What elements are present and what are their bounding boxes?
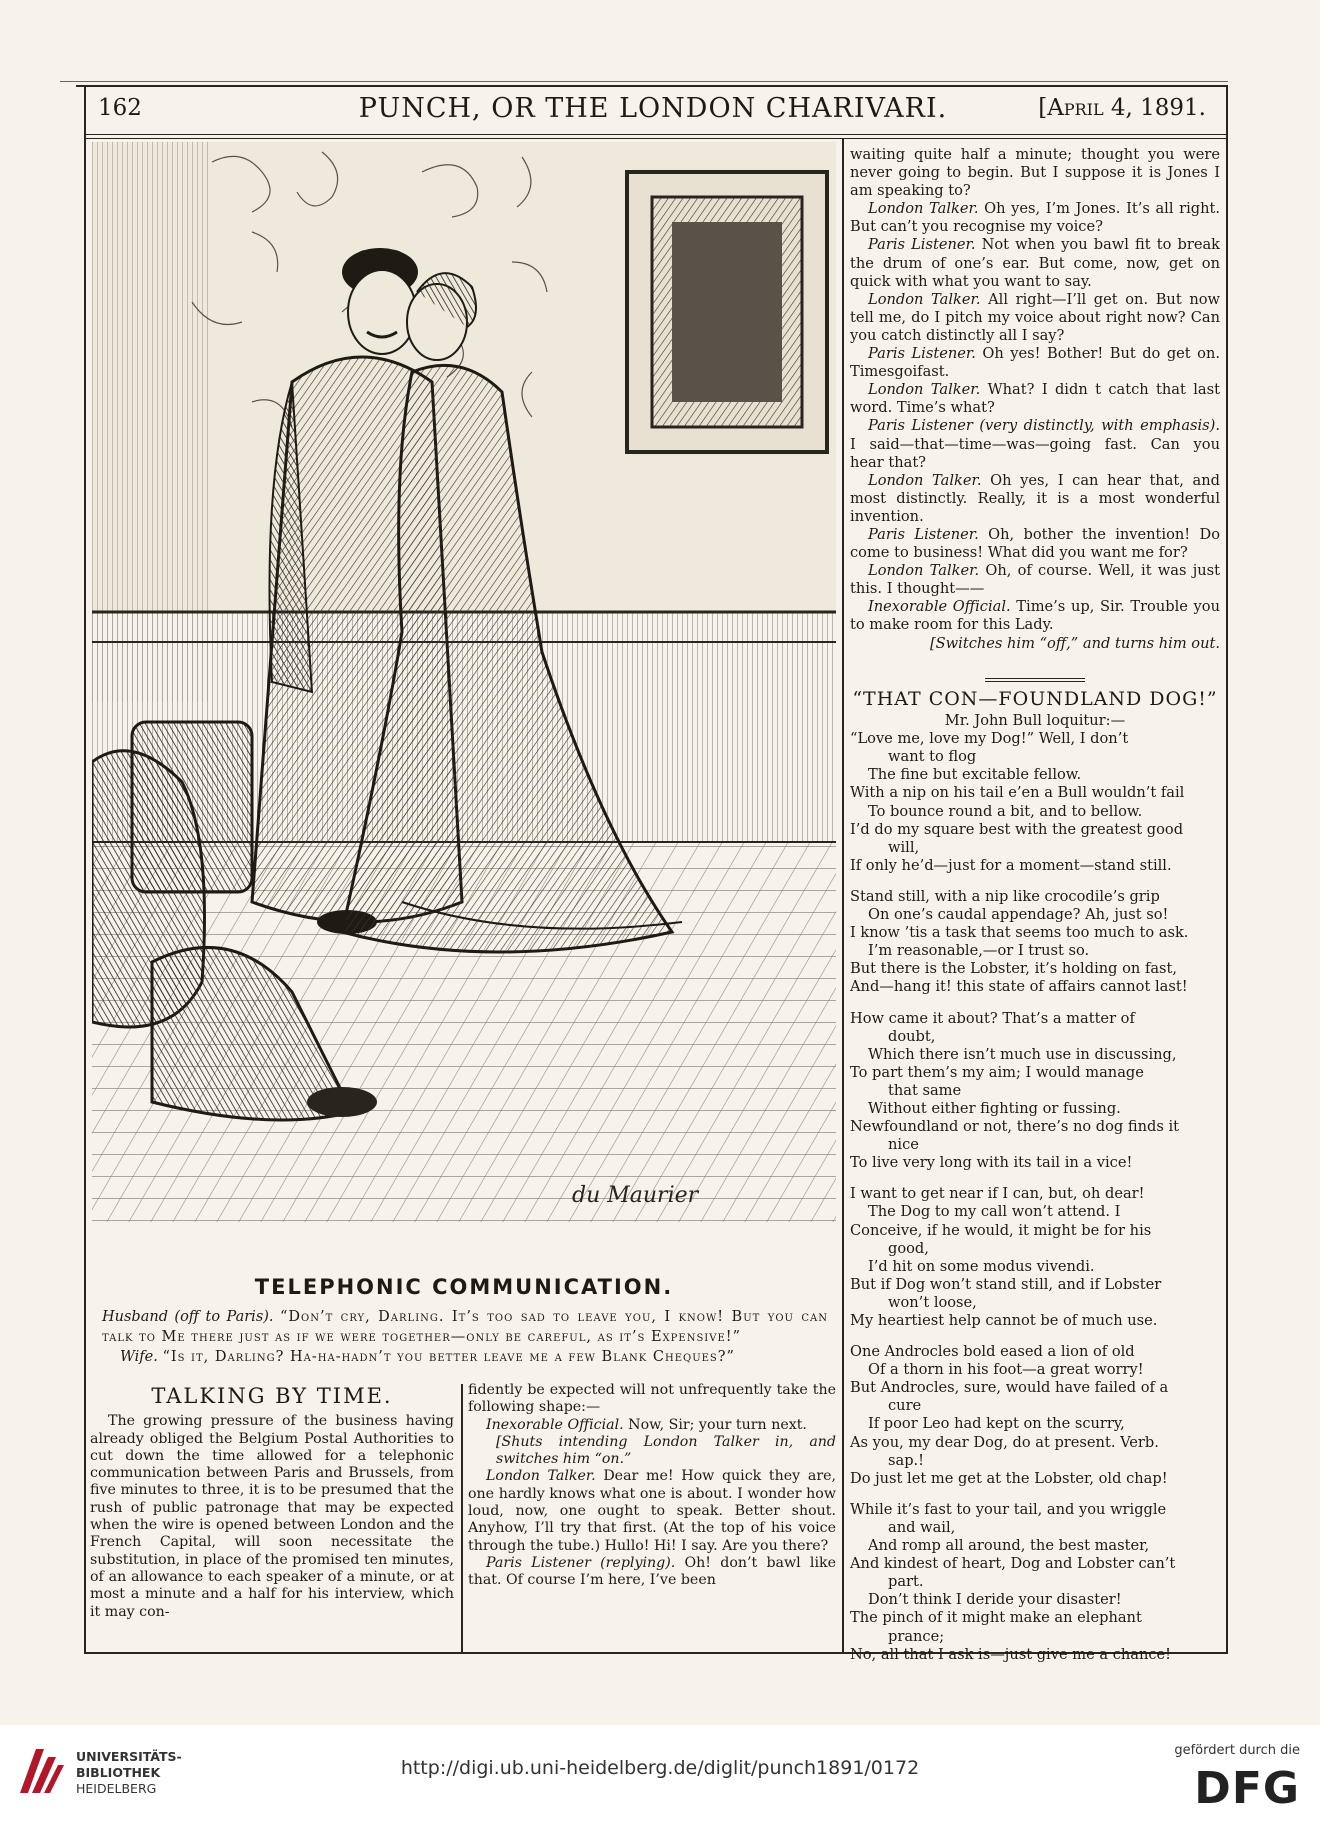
library-line-3: HEIDELBERG — [76, 1781, 157, 1796]
poem-line: I’d do my square best with the greatest good — [850, 820, 1184, 838]
issue-date: [April 4, 1891. — [1038, 95, 1206, 121]
middle-p2: Now, Sir; your turn next. — [628, 1416, 807, 1433]
poem-speaker: Mr. John Bull loquitur:— — [944, 712, 1126, 730]
right-p2-speaker: London Talker. — [868, 200, 979, 218]
poem-line: I’d hit on some modus vivendi. — [868, 1257, 1095, 1275]
poem-line: The fine but excitable fellow. — [868, 766, 1082, 784]
right-p8-speaker: London Talker. — [868, 471, 982, 489]
poem-line: And romp all around, the best master, — [868, 1537, 1150, 1555]
stanza-gap — [850, 1330, 1220, 1343]
stanza-gap — [850, 875, 1220, 888]
right-p2: Oh yes, I’m Jones. It’s all right. But can’t you recognise my voice? — [850, 200, 1221, 236]
poem-line: want to flog — [888, 748, 977, 766]
digitization-footer — [0, 1725, 1320, 1823]
poem-line: Newfoundland or not, there’s no dog finds it — [850, 1118, 1180, 1136]
poem-line: and wail, — [888, 1518, 956, 1536]
right-p7-speaker: Paris Listener (very distinctly, with emphasis). — [868, 417, 1220, 435]
header-rule — [84, 134, 1228, 139]
right-border — [1226, 86, 1228, 1654]
poem-line: Stand still, with a nip like crocodile’s grip — [850, 887, 1160, 905]
middle-p5-speaker: Paris Listener (replying). — [486, 1554, 676, 1571]
page-number: 162 — [98, 95, 142, 121]
poem-line: I’m reasonable,—or I trust so. — [868, 942, 1090, 960]
poem-line: that same — [888, 1081, 962, 1099]
right-p3-speaker: Paris Listener. — [868, 236, 976, 254]
talking-paragraph: The growing pressure of the business having already obliged the Belgium Postal Authorities to cut down the time allowed for a telephonic communication between Paris and Brussels, from five minutes to three, it is to be presumed that the rush of public patronage that may be expected when the wire is opened between London and the French Capital, will soon necessitate the substitution, in place of the promised ten minutes, of an allowance to each speaker of a minute, or at most a minute and a half for his interview, which it may con- — [90, 1413, 454, 1620]
right-p3: Not when you bawl fit to break the drum of one’s ear. But come, now, get on quick with what you want to say. — [850, 236, 1220, 290]
page-edge-rule — [60, 81, 1228, 82]
poem-line: To part them’s my aim; I would manage — [850, 1063, 1144, 1081]
stanza-gap — [850, 1172, 1220, 1185]
poem-line: But Androcles, sure, would have failed of a — [850, 1379, 1169, 1397]
poem-line: One Androcles bold eased a lion of old — [850, 1343, 1135, 1361]
poem-line: doubt, — [888, 1027, 936, 1045]
middle-p5: Oh! don’t bawl like that. Of course I’m here, I’ve been — [468, 1554, 836, 1589]
dfg-logo: DFG — [1194, 1763, 1300, 1814]
poem-line: On one’s caudal appendage? Ah, just so! — [868, 906, 1169, 924]
library-line-1: UNIVERSITÄTS- — [76, 1749, 182, 1764]
right-p5-speaker: Paris Listener. — [868, 345, 976, 363]
stanza-gap — [850, 1488, 1220, 1501]
right-p11: Time’s up, Sir. Trouble you to make room for this Lady. — [850, 598, 1220, 634]
talking-continued — [468, 1382, 836, 1590]
right-p10-speaker: London Talker. — [868, 562, 980, 580]
dialogue-column — [850, 146, 1220, 653]
poem-line: And kindest of heart, Dog and Lobster can’t — [850, 1555, 1176, 1573]
poem-line: Do just let me get at the Lobster, old chap! — [850, 1469, 1168, 1487]
poem-line: But if Dog won’t stand still, and if Lobster — [850, 1275, 1162, 1293]
poem-line: good, — [888, 1239, 929, 1257]
poem-line: “Love me, love my Dog!” Well, I don’t — [850, 730, 1129, 748]
talking-by-time-article — [90, 1384, 454, 1621]
lower-column-rule — [461, 1384, 463, 1654]
right-p5: Oh yes! Bother! But do get on. Timesgoifast. — [850, 345, 1220, 381]
right-p11-speaker: Inexorable Official. — [868, 598, 1011, 616]
poem-line: How came it about? That’s a matter of — [850, 1009, 1135, 1027]
journal-title: PUNCH, OR THE LONDON CHARIVARI. — [358, 93, 948, 124]
caption-wife-label: Wife. — [120, 1349, 158, 1365]
top-rule — [76, 85, 1228, 87]
right-p6-speaker: London Talker. — [868, 381, 981, 399]
permalink[interactable]: http://digi.ub.uni-heidelberg.de/diglit/punch1891/0172 — [400, 1757, 920, 1779]
right-p4-speaker: London Talker. — [868, 290, 981, 308]
poem-line: The Dog to my call won’t attend. I — [868, 1203, 1121, 1221]
middle-stage-direction: [Shuts intending London Talker in, and switches him “on.” — [496, 1433, 836, 1468]
poem-line: Don’t think I deride your disaster! — [868, 1591, 1122, 1609]
poem-line: The pinch of it might make an elephant — [850, 1609, 1142, 1627]
poem-line: And—hang it! this state of affairs cannot last! — [850, 978, 1188, 996]
picture-frame — [627, 172, 827, 452]
artist-signature: du Maurier — [572, 1183, 699, 1208]
right-p9-speaker: Paris Listener. — [868, 525, 979, 543]
poem-line: But there is the Lobster, it’s holding on fast, — [850, 960, 1178, 978]
poem-line: prance; — [888, 1627, 945, 1645]
poem-line: part. — [888, 1573, 924, 1591]
right-p4: All right—I’ll get on. But now tell me, do I pitch my voice about right now? Can you catch distinctly all I say? — [850, 290, 1220, 344]
poem-line: won’t loose, — [888, 1293, 977, 1311]
right-stage-direction: [Switches him “off,” and turns him out. — [929, 634, 1220, 652]
middle-p1: fidently be expected will not unfrequently take the following shape:— — [468, 1382, 836, 1416]
poem-stanzas — [850, 730, 1220, 1664]
funding-note: gefördert durch die — [1174, 1743, 1300, 1758]
poem-line: I want to get near if I can, but, oh dear! — [850, 1185, 1145, 1203]
caption-husband-text: “Don’t cry, Darling. It’s too sad to leave you, I know! But you can talk to Me there just as if we were together—only be careful, as it’s Expensive!” — [102, 1309, 829, 1345]
poem-line: If poor Leo had kept on the scurry, — [868, 1415, 1125, 1433]
cartoon-title: TELEPHONIC COMMUNICATION. — [254, 1275, 674, 1299]
poem-line: To live very long with its tail in a vice! — [850, 1154, 1133, 1172]
poem-title: “THAT CON—FOUNDLAND DOG!” — [852, 688, 1218, 710]
poem-line: Which there isn’t much use in discussing, — [868, 1045, 1177, 1063]
right-p6: What? I didn t catch that last word. Time’s what? — [850, 381, 1220, 417]
right-p9: Oh, bother the invention! Do come to business! What did you want me for? — [850, 525, 1220, 562]
poem-line: Conceive, if he would, it might be for his — [850, 1221, 1152, 1239]
right-p7: I said—that—time—was—going fast. Can you hear that? — [850, 435, 1220, 471]
poem-line: To bounce round a bit, and to bellow. — [868, 802, 1143, 820]
cartoon-illustration — [92, 142, 836, 1267]
talking-title: TALKING BY TIME. — [151, 1384, 393, 1408]
poem-line: Of a thorn in his foot—a great worry! — [868, 1361, 1144, 1379]
right-p1: waiting quite half a minute; thought you were never going to begin. But I suppose it is Jones I am speaking to? — [850, 146, 1220, 200]
stanza-gap — [850, 997, 1220, 1010]
caption-wife-text: “Is it, Darling? Ha-ha-hadn’t you better leave me a few Blank Cheques?” — [162, 1349, 735, 1365]
running-header — [88, 93, 1218, 131]
poem-line: I know ’tis a task that seems too much to ask. — [850, 924, 1189, 942]
middle-p4-speaker: London Talker. — [486, 1468, 596, 1485]
caption-husband-note: (off to Paris). — [174, 1309, 274, 1325]
cartoon-caption — [102, 1307, 828, 1367]
poem-line: As you, my dear Dog, do at present. Verb. — [850, 1433, 1159, 1451]
poem-line: My heartiest help cannot be of much use. — [850, 1312, 1158, 1329]
caption-husband-label: Husband — [102, 1309, 168, 1325]
dog-poem — [850, 670, 1220, 1664]
middle-p2-speaker: Inexorable Official. — [486, 1416, 624, 1433]
middle-p4: Dear me! How quick they are, one hardly knows what one is about. I wonder how loud, now, one ought to speak. Better shout. Anyhow, I’ll try that first. (At the top of his voice through the tube.) Hullo! Hi! I say. Are you there? — [468, 1468, 837, 1554]
right-p10: Oh, of course. Well, it was just this. I thought—— — [850, 562, 1220, 598]
poem-line: will, — [888, 838, 920, 856]
poem-line: With a nip on his tail e’en a Bull wouldn’t fail — [850, 784, 1185, 802]
poem-line: If only he’d—just for a moment—stand still. — [850, 856, 1172, 874]
poem-line: While it’s fast to your tail, and you wriggle — [850, 1500, 1167, 1518]
section-rule — [985, 678, 1085, 682]
poem-line: Without either fighting or fussing. — [868, 1099, 1121, 1117]
poem-line: nice — [888, 1136, 919, 1154]
left-border — [84, 86, 86, 1654]
poem-line: sap.! — [888, 1451, 925, 1469]
right-p8: Oh yes, I can hear that, and most distinctly. Really, it is a most wonderful invention. — [850, 471, 1220, 525]
column-rule — [842, 138, 844, 1653]
poem-line: No, all that I ask is—just give me a chance! — [850, 1645, 1172, 1663]
library-line-2: BIBLIOTHEK — [76, 1765, 161, 1780]
poem-line: cure — [888, 1397, 922, 1415]
